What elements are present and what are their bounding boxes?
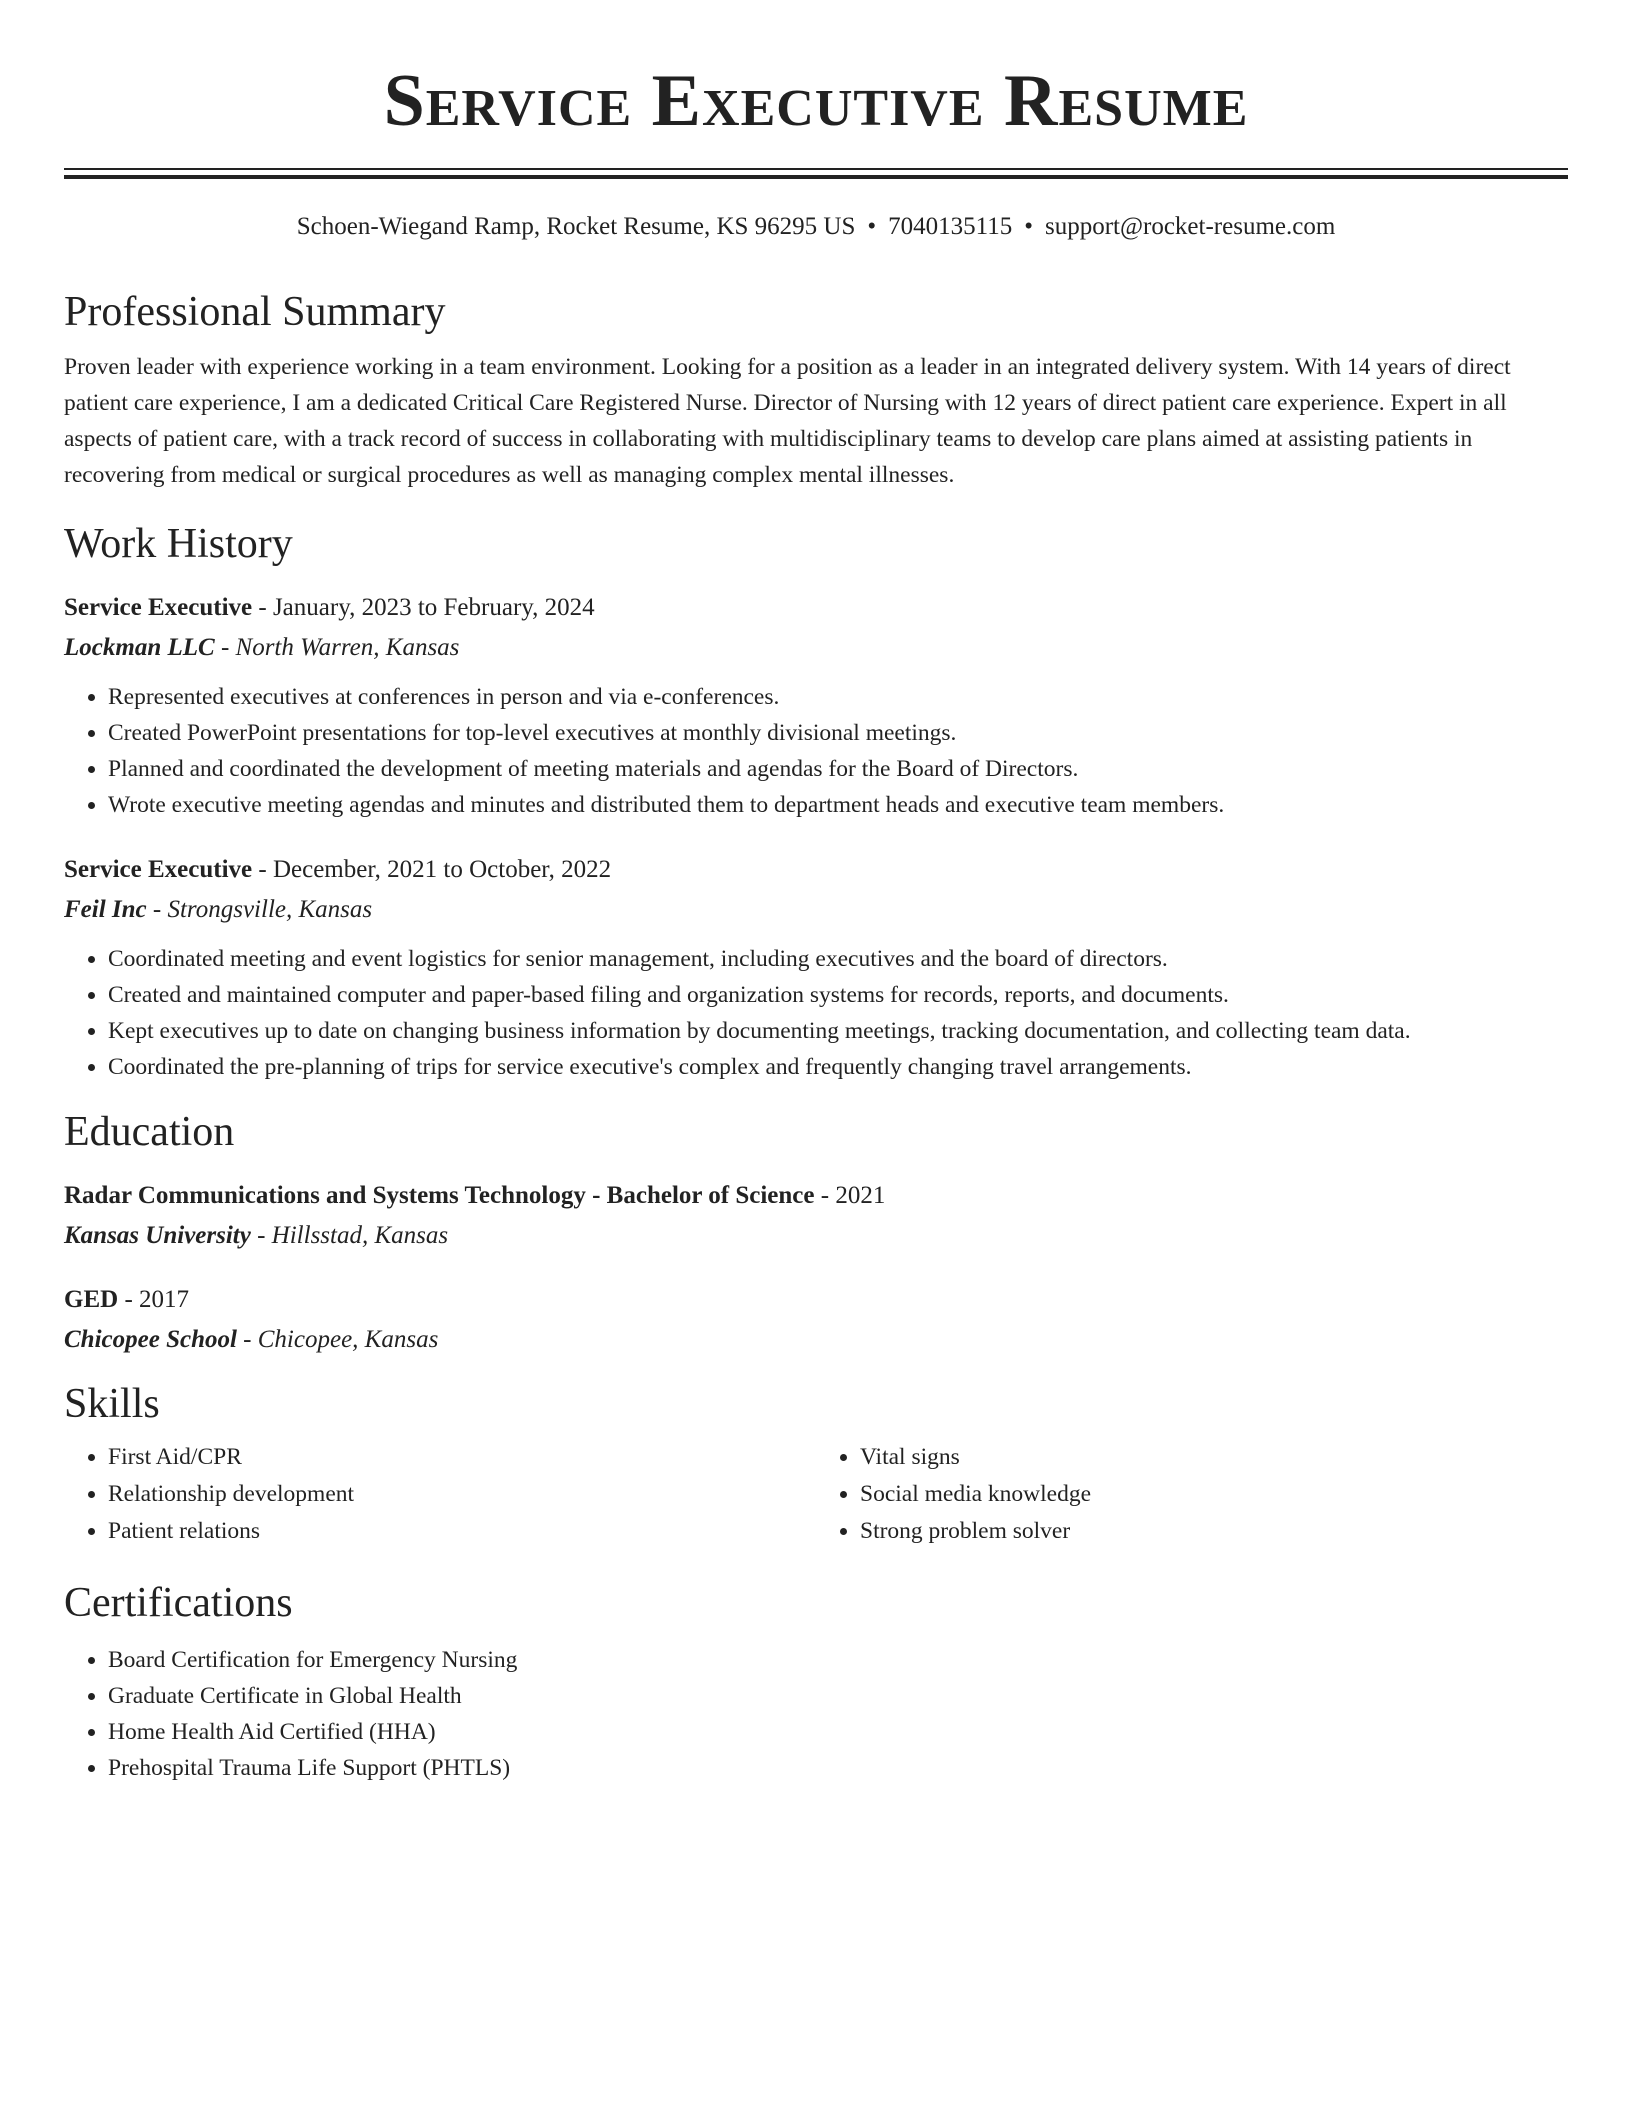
list-item: • Coordinated meeting and event logistics for senior management, including executives and the board of directors. [108, 941, 1568, 977]
list-item: • Wrote executive meeting agendas and minutes and distributed them to department heads and executive team members. [108, 787, 1568, 823]
skills-grid [64, 1439, 1568, 1550]
job-title: Service Executive [64, 856, 253, 883]
degree-line [64, 1179, 1568, 1213]
title-divider-thin [64, 168, 1568, 170]
contact-line [64, 211, 1568, 243]
skills-heading: Skills [64, 1381, 160, 1427]
job-company-line [64, 631, 1568, 665]
degree: GED [64, 1286, 119, 1313]
school-name: Kansas University [64, 1222, 251, 1249]
job-company: Feil Inc [64, 896, 147, 923]
certification-item: • Board Certification for Emergency Nursing [108, 1642, 1568, 1678]
graduation-year: 2017 [139, 1286, 190, 1313]
list-item: • Coordinated the pre-planning of trips for service executive's complex and frequently changing travel arrangements. [108, 1049, 1568, 1085]
contact-separator: • [867, 213, 877, 240]
contact-address: Schoen-Wiegand Ramp, Rocket Resume, KS 96295 US [296, 213, 856, 240]
dash: - [252, 856, 273, 883]
certification-item: • Graduate Certificate in Global Health [108, 1678, 1568, 1714]
list-item: • Planned and coordinated the development of meeting materials and agendas for the Board of Directors. [108, 751, 1568, 787]
certification-item: • Home Health Aid Certified (HHA) [108, 1714, 1568, 1750]
job-location: North Warren, Kansas [235, 634, 460, 661]
dash: - [252, 594, 273, 621]
dash: - [214, 634, 236, 661]
skill-item: • First Aid/CPR [108, 1439, 816, 1476]
job-entry [64, 591, 1568, 823]
school-location: Chicopee, Kansas [257, 1326, 439, 1353]
graduation-year: 2021 [835, 1182, 886, 1209]
summary-text: Proven leader with experience working in a team environment. Looking for a position as a leader in an integrated delivery system. With 14 years of direct patient care experience, I am a dedicated Critical Care Registered Nurse. Director of Nursing with 12 years of direct patient care experience. Expert in all aspects of patient care, with a track record of success in collaborating with multidisciplinary teams to develop care plans aimed at assisting patients in recovering from medical or surgical procedures as well as managing complex mental illnesses. [64, 354, 1511, 488]
job-dates: January, 2023 to February, 2024 [272, 594, 595, 621]
job-title: Service Executive [64, 594, 253, 621]
skill-item: • Relationship development [108, 1476, 816, 1513]
dash: - [118, 1286, 140, 1313]
contact-email: support@rocket-resume.com [1044, 213, 1336, 240]
certifications-list [64, 1642, 1568, 1786]
certification-item: • Prehospital Trauma Life Support (PHTLS) [108, 1750, 1568, 1786]
job-location: Strongsville, Kansas [167, 896, 373, 923]
job-dates: December, 2021 to October, 2022 [272, 856, 612, 883]
job-title-line [64, 591, 1568, 625]
summary-heading: Professional Summary [64, 289, 446, 335]
list-item: • Kept executives up to date on changing business information by documenting meetings, tracking documentation, and collecting team data. [108, 1013, 1568, 1049]
title-divider-thick [64, 175, 1568, 179]
dash: - [250, 1222, 272, 1249]
skill-item: • Vital signs [860, 1439, 1568, 1476]
skill-item: • Strong problem solver [860, 1513, 1568, 1550]
job-title-line [64, 853, 1568, 887]
job-bullets [64, 679, 1568, 823]
job-bullets [64, 941, 1568, 1085]
education-entry [64, 1283, 1568, 1357]
education-entry [64, 1179, 1568, 1253]
contact-separator: • [1024, 213, 1033, 240]
dash: - [814, 1182, 836, 1209]
skills-column-right [816, 1439, 1568, 1550]
job-company: Lockman LLC [64, 634, 215, 661]
contact-phone: 7040135115 [888, 213, 1013, 240]
resume-title: Service Executive Resume [383, 60, 1249, 142]
list-item: • Created PowerPoint presentations for top-level executives at monthly divisional meetings. [108, 715, 1568, 751]
job-entry [64, 853, 1568, 1085]
school-line [64, 1219, 1568, 1253]
school-name: Chicopee School [64, 1326, 237, 1353]
dash: - [236, 1326, 258, 1353]
school-location: Hillsstad, Kansas [271, 1222, 449, 1249]
skill-item: • Patient relations [108, 1513, 816, 1550]
list-item: • Created and maintained computer and paper-based filing and organization systems for records, reports, and documents. [108, 977, 1568, 1013]
degree-line [64, 1283, 1568, 1317]
certifications-heading: Certifications [64, 1580, 293, 1626]
job-company-line [64, 893, 1568, 927]
skills-column-left [64, 1439, 816, 1550]
degree: Radar Communications and Systems Technology - Bachelor of Science [64, 1182, 815, 1209]
school-line [64, 1323, 1568, 1357]
skill-item: • Social media knowledge [860, 1476, 1568, 1513]
dash: - [146, 896, 168, 923]
work-history-heading: Work History [64, 521, 293, 567]
list-item: • Represented executives at conferences in person and via e-conferences. [108, 679, 1568, 715]
education-heading: Education [64, 1109, 235, 1155]
